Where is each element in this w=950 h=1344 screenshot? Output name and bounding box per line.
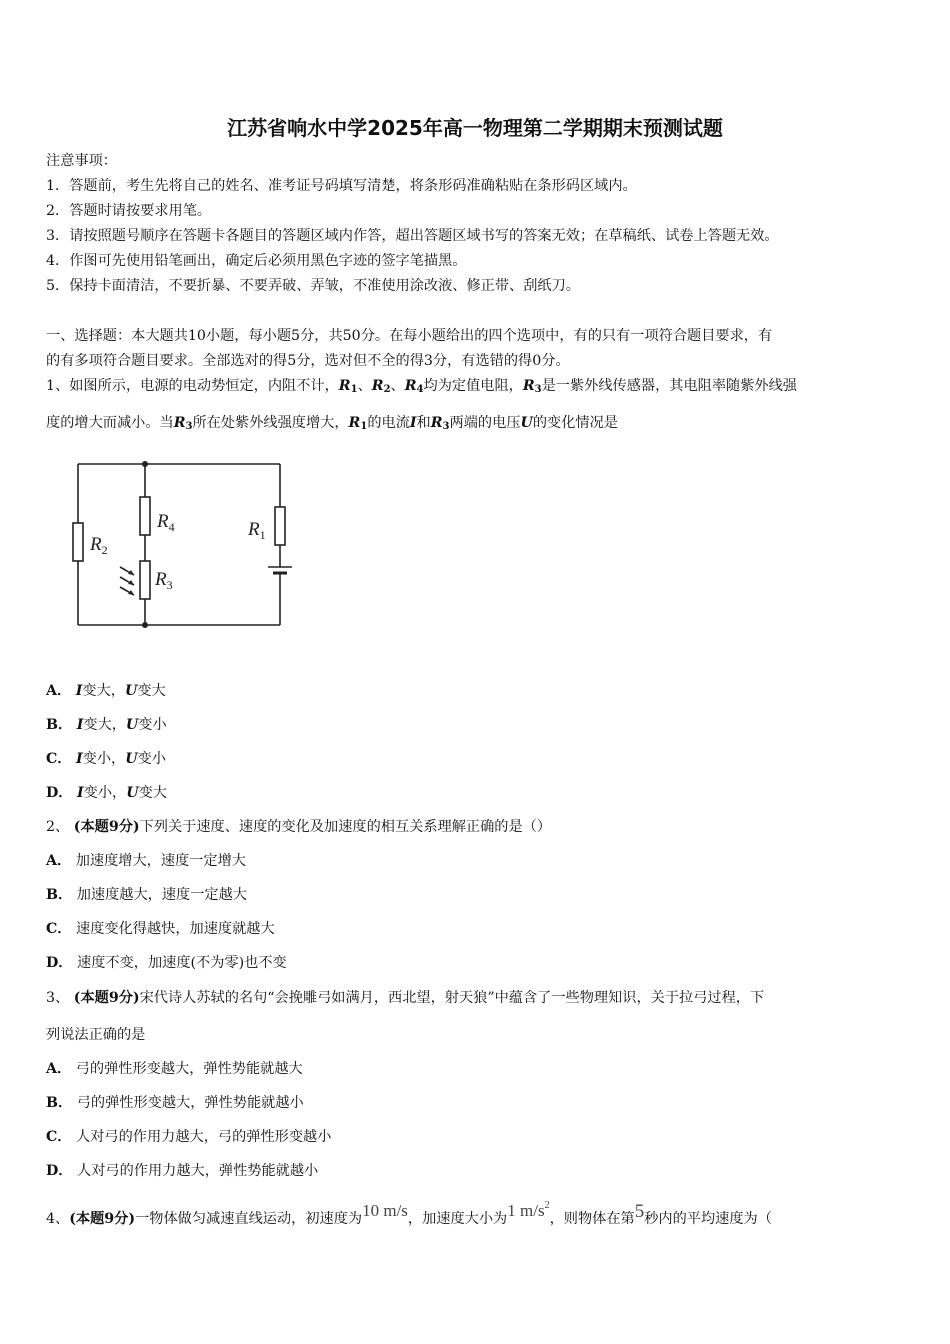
- option-text: 加速度越大，速度一定越大: [76, 887, 247, 903]
- q4-number: 4、: [46, 1211, 70, 1227]
- q2-option-d[interactable]: [46, 953, 287, 973]
- q3-stem-line1: [46, 988, 764, 1008]
- q1-stem-line1: [46, 376, 797, 400]
- q1-text: 的变化情况是: [532, 415, 618, 431]
- circuit-diagram: [62, 455, 302, 635]
- option-text: 弓的弹性形变越大，弹性势能就越小: [76, 1095, 304, 1111]
- option-text: 人对弓的作用力越大，弓的弹性形变越小: [76, 1129, 332, 1145]
- q1-text: 两端的电压: [449, 415, 521, 431]
- option-text: 变大: [138, 785, 167, 801]
- r3-symbol: R: [173, 415, 186, 431]
- q1-text: 所在处紫外线强度增大，: [192, 415, 349, 431]
- option-text: 变大: [137, 683, 166, 699]
- option-letter: C．: [46, 751, 72, 767]
- r1-symbol: R: [338, 378, 351, 394]
- q3-option-c[interactable]: [46, 1127, 331, 1147]
- q1-text: 的电流: [367, 415, 410, 431]
- junction-dot: [142, 461, 148, 467]
- q3-stem-line2: 列说法正确的是: [46, 1027, 146, 1043]
- q1-number: 1、: [46, 378, 70, 394]
- voltage-symbol: U: [125, 751, 138, 767]
- acceleration-value: 1 m/s: [507, 1201, 545, 1220]
- notice-heading: 注意事项：: [46, 153, 117, 169]
- option-letter: B．: [46, 887, 73, 903]
- r3-resistor: [140, 561, 150, 599]
- option-text: 速度变化得越快，加速度就越大: [76, 921, 275, 937]
- q3-option-d[interactable]: [46, 1161, 318, 1181]
- option-text: 变小: [138, 717, 167, 733]
- option-letter: A．: [46, 1061, 72, 1077]
- voltage-symbol: U: [125, 717, 139, 733]
- r1-sub: 1: [350, 384, 358, 395]
- notice-item: 2．答题时请按要求用笔。: [46, 203, 212, 219]
- r4-symbol: R: [404, 378, 417, 394]
- q2-number: 2、: [46, 819, 70, 835]
- q1-stem-line2: [46, 413, 618, 437]
- option-text: 弓的弹性形变越大，弹性势能就越大: [75, 1061, 303, 1077]
- section-intro-line2: 的有多项符合题目要求。全部选对的得5分，选对但不全的得3分，有选错的得0分。: [46, 353, 570, 369]
- current-symbol: I: [76, 717, 84, 733]
- q2-score-tag: (本题9分): [73, 819, 140, 835]
- option-text: 速度不变，加速度(不为零)也不变: [77, 955, 287, 971]
- q3-score-tag: (本题9分): [73, 990, 140, 1006]
- option-letter: A．: [46, 683, 72, 699]
- r2-sub: 2: [383, 384, 391, 395]
- option-text: 加速度增大，速度一定增大: [75, 853, 246, 869]
- q2-text: 下列关于速度、速度的变化及加速度的相互关系理解正确的是（）: [139, 819, 552, 835]
- r3-sub: 3: [185, 421, 193, 432]
- notice-item: 5．保持卡面清洁，不要折暴、不要弄破、弄皱，不准使用涂改液、修正带、刮纸刀。: [46, 278, 580, 294]
- option-letter: A．: [46, 853, 72, 869]
- current-symbol: I: [77, 785, 84, 801]
- option-text: 变大，: [83, 717, 126, 733]
- second-number: 5: [634, 1201, 645, 1222]
- q3-option-a[interactable]: [46, 1059, 303, 1079]
- r4-label: $R_4$: [157, 511, 175, 534]
- junction-dot: [142, 622, 148, 628]
- acceleration-exponent: 2: [544, 1200, 550, 1211]
- voltage-symbol: U: [126, 785, 139, 801]
- notice-item: 3．请按照题号顺序在答题卡各题目的答题区域内作答，超出答题区域书写的答案无效；在草稿纸、试卷上答题无效。: [46, 228, 779, 244]
- q3-option-b[interactable]: [46, 1093, 304, 1113]
- r1-sub: 1: [360, 421, 368, 432]
- q1-text: 是一紫外线传感器，其电阻率随紫外线强: [541, 378, 797, 394]
- q3-number: 3、: [46, 990, 70, 1006]
- option-text: 变大，: [82, 683, 125, 699]
- q4-stem: [46, 1200, 772, 1229]
- sep: 、: [390, 378, 405, 394]
- current-symbol: I: [75, 683, 83, 699]
- r1-resistor: [275, 507, 285, 545]
- q1-option-c[interactable]: [46, 749, 166, 769]
- option-letter: D．: [46, 955, 73, 971]
- r3-label: $R_3$: [155, 569, 173, 592]
- q1-text: 和: [416, 415, 431, 431]
- q4-text: 秒内的平均速度为（: [644, 1211, 772, 1227]
- option-text: 人对弓的作用力越大，弹性势能就越小: [77, 1163, 319, 1179]
- page-title: 江苏省响水中学2025年高一物理第二学期期末预测试题: [227, 116, 723, 140]
- q1-option-a[interactable]: [46, 681, 166, 701]
- acceleration: [507, 1201, 549, 1220]
- r3-sub: 3: [442, 421, 450, 432]
- r2-resistor: [73, 523, 83, 561]
- voltage-symbol: U: [520, 415, 533, 431]
- current-symbol: I: [76, 751, 83, 767]
- q4-text: ，则物体在第: [549, 1211, 635, 1227]
- current-symbol: I: [409, 415, 417, 431]
- voltage-symbol: U: [124, 683, 138, 699]
- q4-text: ，加速度大小为: [407, 1211, 508, 1227]
- q1-text: 如图所示，电源的电动势恒定，内阻不计，: [69, 378, 339, 394]
- q4-score-tag: (本题9分): [69, 1211, 136, 1227]
- r4-sub: 4: [416, 384, 424, 395]
- r1-symbol: R: [348, 415, 361, 431]
- sep: 、: [357, 378, 372, 394]
- q1-text: 度的增大而减小。当: [46, 415, 174, 431]
- q2-stem: [46, 817, 551, 837]
- q2-option-a[interactable]: [46, 851, 246, 871]
- option-letter: B．: [46, 717, 73, 733]
- r3-symbol: R: [522, 378, 535, 394]
- option-letter: D．: [46, 1163, 73, 1179]
- option-text: 变小，: [82, 751, 126, 767]
- notice-item: 4．作图可先使用铅笔画出，确定后必须用黑色字迹的签字笔描黑。: [46, 253, 467, 269]
- q2-option-c[interactable]: [46, 919, 275, 939]
- option-letter: C．: [46, 921, 72, 937]
- option-text: 变小，: [83, 785, 127, 801]
- r3-sub: 3: [534, 384, 542, 395]
- q1-text: 均为定值电阻，: [423, 378, 523, 394]
- q1-option-b[interactable]: [46, 715, 167, 735]
- option-text: 变小: [137, 751, 166, 767]
- r3-symbol: R: [430, 415, 443, 431]
- option-letter: D．: [46, 785, 73, 801]
- option-letter: B．: [46, 1095, 73, 1111]
- option-letter: C．: [46, 1129, 72, 1145]
- q4-text: 一物体做匀减速直线运动，初速度为: [135, 1211, 363, 1227]
- section-intro-line1: 一、选择题：本大题共10小题，每小题5分，共50分。在每小题给出的四个选项中，有的只有一项符合题目要求，有: [46, 328, 773, 344]
- initial-velocity: 10 m/s: [362, 1201, 408, 1220]
- q2-option-b[interactable]: [46, 885, 247, 905]
- q3-text: 宋代诗人苏轼的名句“会挽雕弓如满月，西北望，射天狼”中蕴含了一些物理知识，关于拉弓过程，下: [139, 990, 765, 1006]
- q1-option-d[interactable]: [46, 783, 167, 803]
- notice-item: 1．答题前，考生先将自己的姓名、准考证号码填写清楚，将条形码准确粘贴在条形码区域内。: [46, 178, 637, 194]
- r1-label: $R_1$: [248, 519, 266, 542]
- r2-label: $R_2$: [90, 534, 108, 557]
- r4-resistor: [140, 497, 150, 535]
- r2-symbol: R: [371, 378, 384, 394]
